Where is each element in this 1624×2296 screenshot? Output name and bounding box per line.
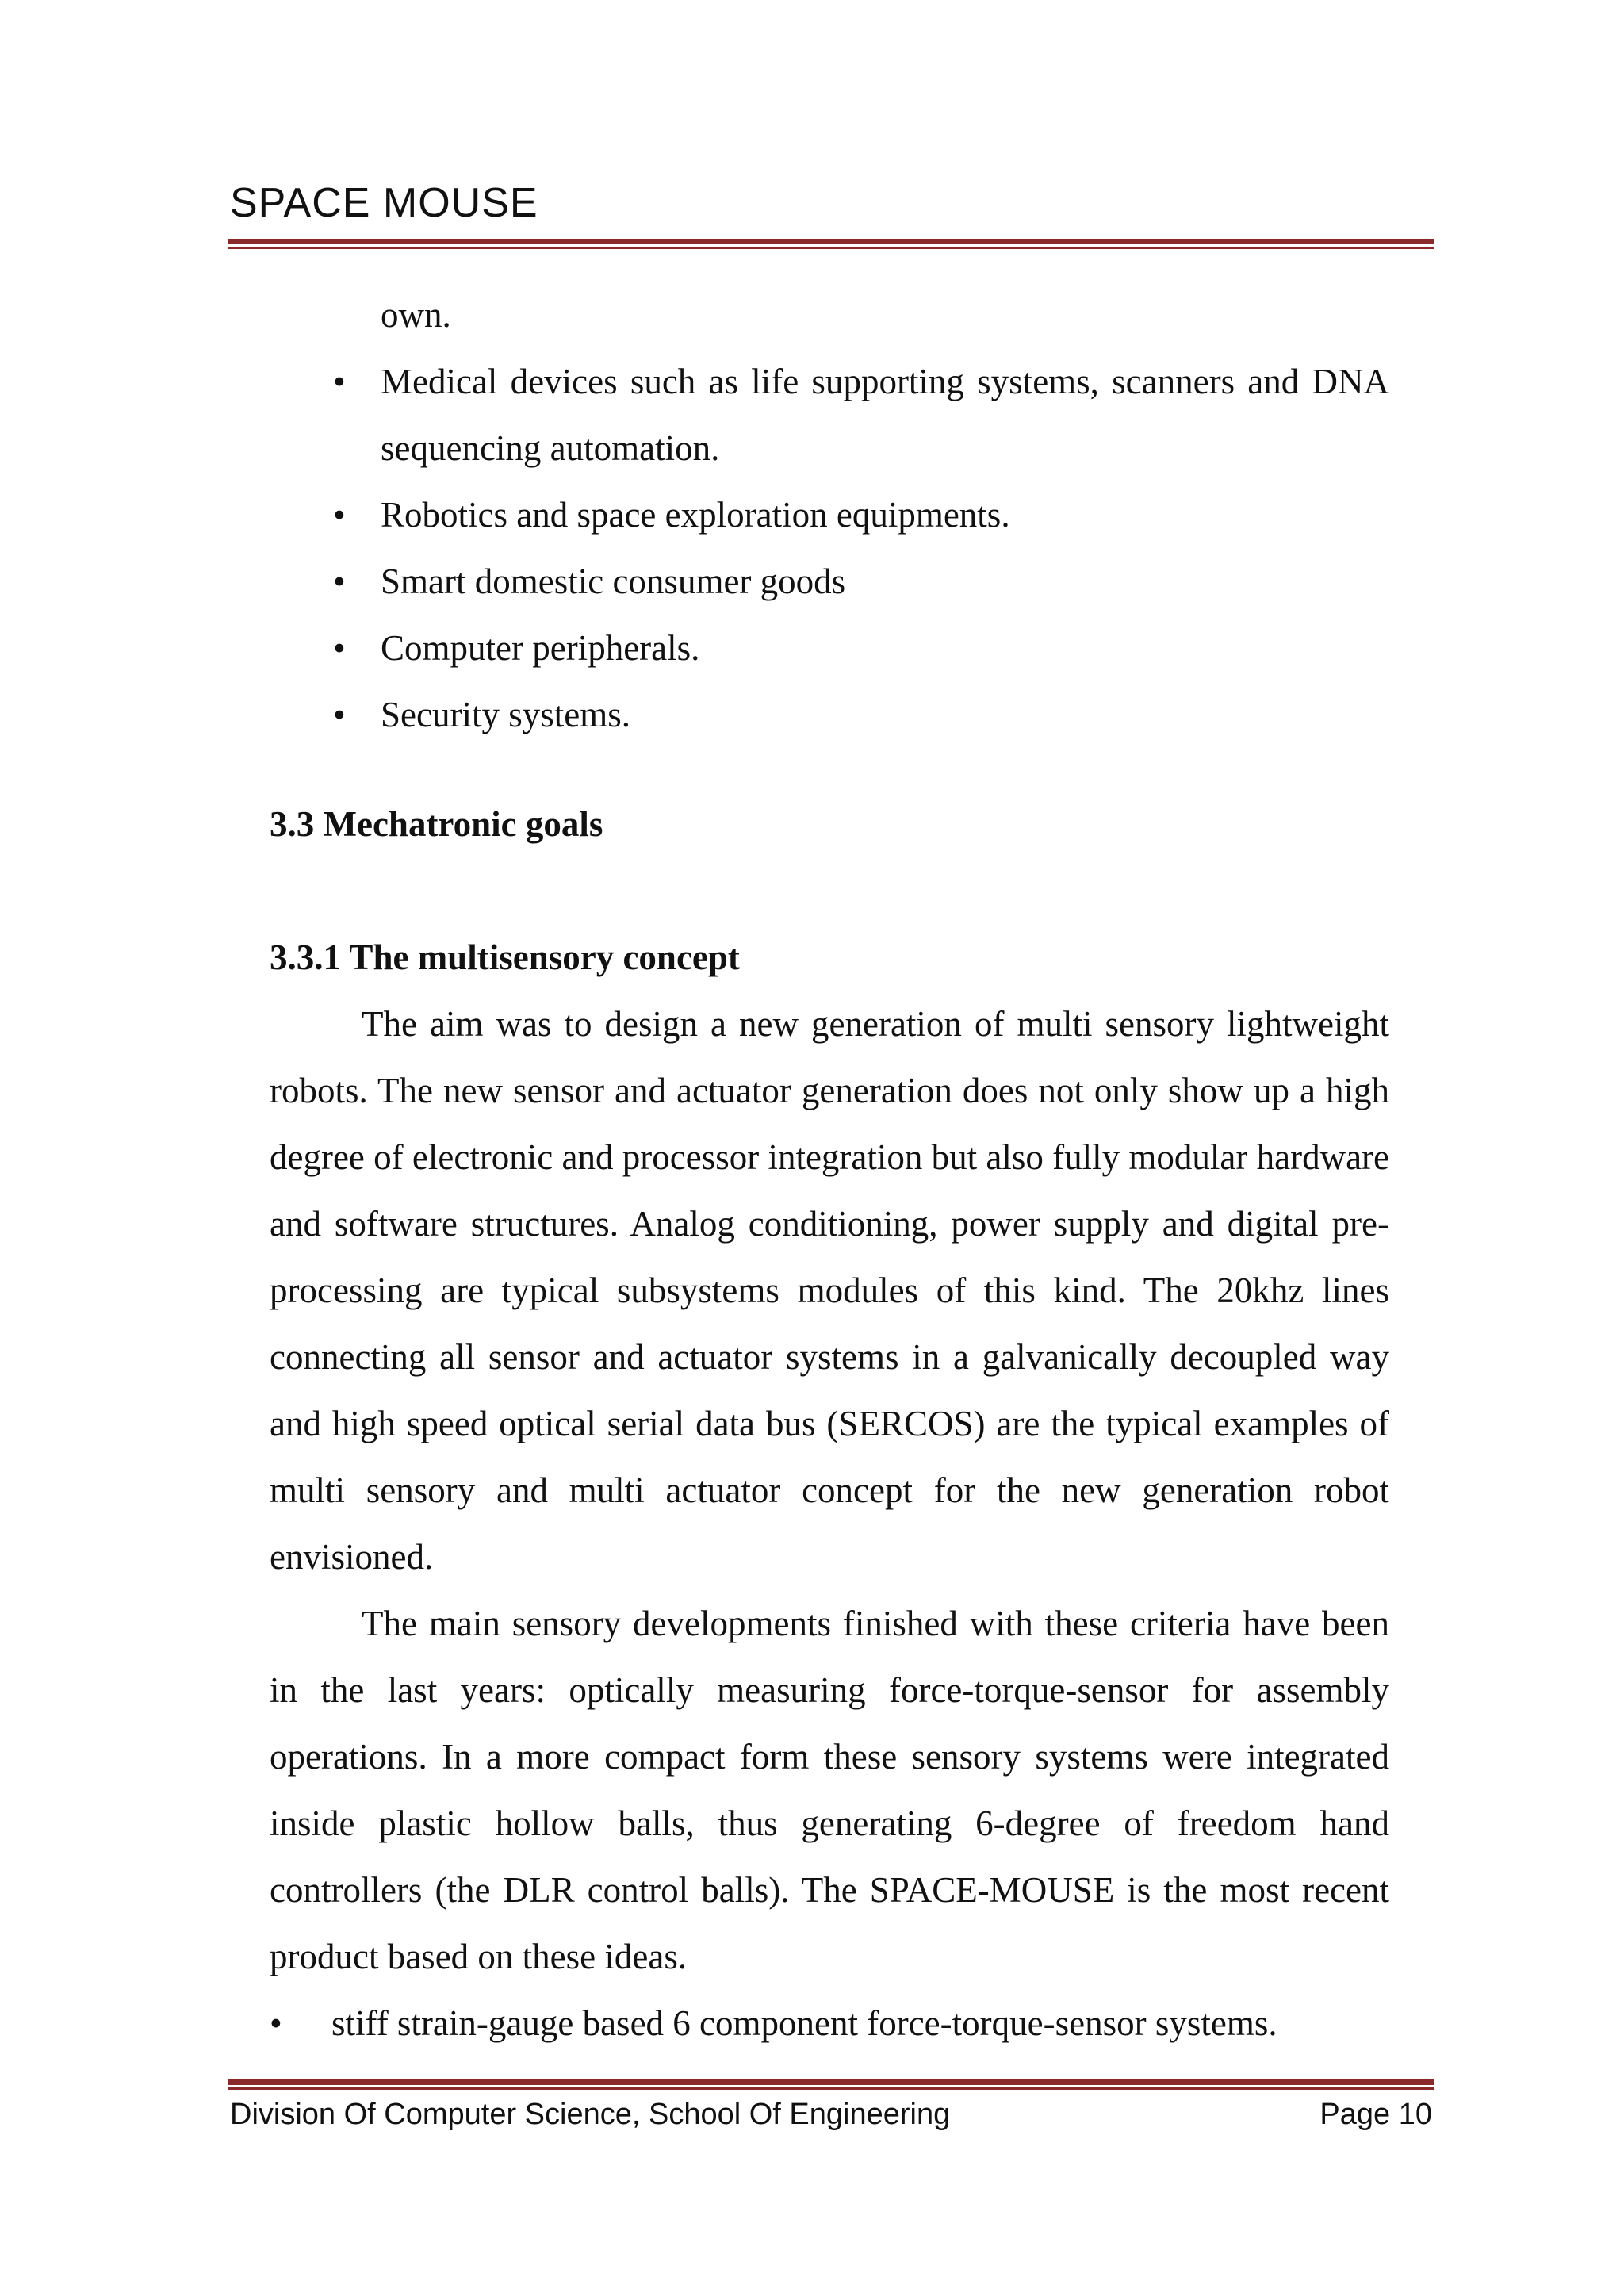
list-item: • Robotics and space exploration equipments. bbox=[270, 481, 1389, 548]
list-item: • stiff strain-gauge based 6 component force-torque-sensor systems. bbox=[270, 1990, 1389, 2056]
header-rule bbox=[228, 239, 1434, 249]
list-item: • Security systems. bbox=[270, 681, 1389, 748]
footer-rule bbox=[228, 2079, 1434, 2090]
running-header-title: SPACE MOUSE bbox=[230, 180, 538, 226]
body-paragraph: The main sensory developments finished with these criteria have been in the last years: optically measuring force-torque-sensor for assembly operations. In a more compact form these sensory systems were integrated inside plastic hollow balls, thus generating 6-degree of freedom hand controllers (the DLR control balls). The SPACE-MOUSE is the most recent product based on these ideas. bbox=[270, 1604, 1389, 1976]
list-item: • Smart domestic consumer goods bbox=[270, 548, 1389, 615]
page-body bbox=[270, 282, 1389, 2056]
section-heading: 3.3 Mechatronic goals bbox=[270, 804, 603, 844]
continuation-text: own. bbox=[381, 295, 451, 335]
footer-institution: Division Of Computer Science, School Of Engineering bbox=[230, 2098, 951, 2131]
list-item: • Medical devices such as life supporting systems, scanners and DNA sequencing automation. bbox=[270, 348, 1389, 481]
body-paragraph: The aim was to design a new generation of multi sensory lightweight robots. The new sensor and actuator generation does not only show up a high degree of electronic and processor integration but also fully modular hardware and software structures. Analog conditioning, power supply and digital pre-processing are typical subsystems modules of this kind. The 20khz lines connecting all sensor and actuator systems in a galvanically decoupled way and high speed optical serial data bus (SERCOS) are the typical examples of multi sensory and multi actuator concept for the new generation robot envisioned. bbox=[270, 1004, 1389, 1577]
page-number: Page 10 bbox=[1320, 2098, 1432, 2131]
list-item: • Computer peripherals. bbox=[270, 615, 1389, 681]
bullet-list bbox=[270, 348, 1389, 748]
subsection-heading: 3.3.1 The multisensory concept bbox=[270, 937, 740, 977]
